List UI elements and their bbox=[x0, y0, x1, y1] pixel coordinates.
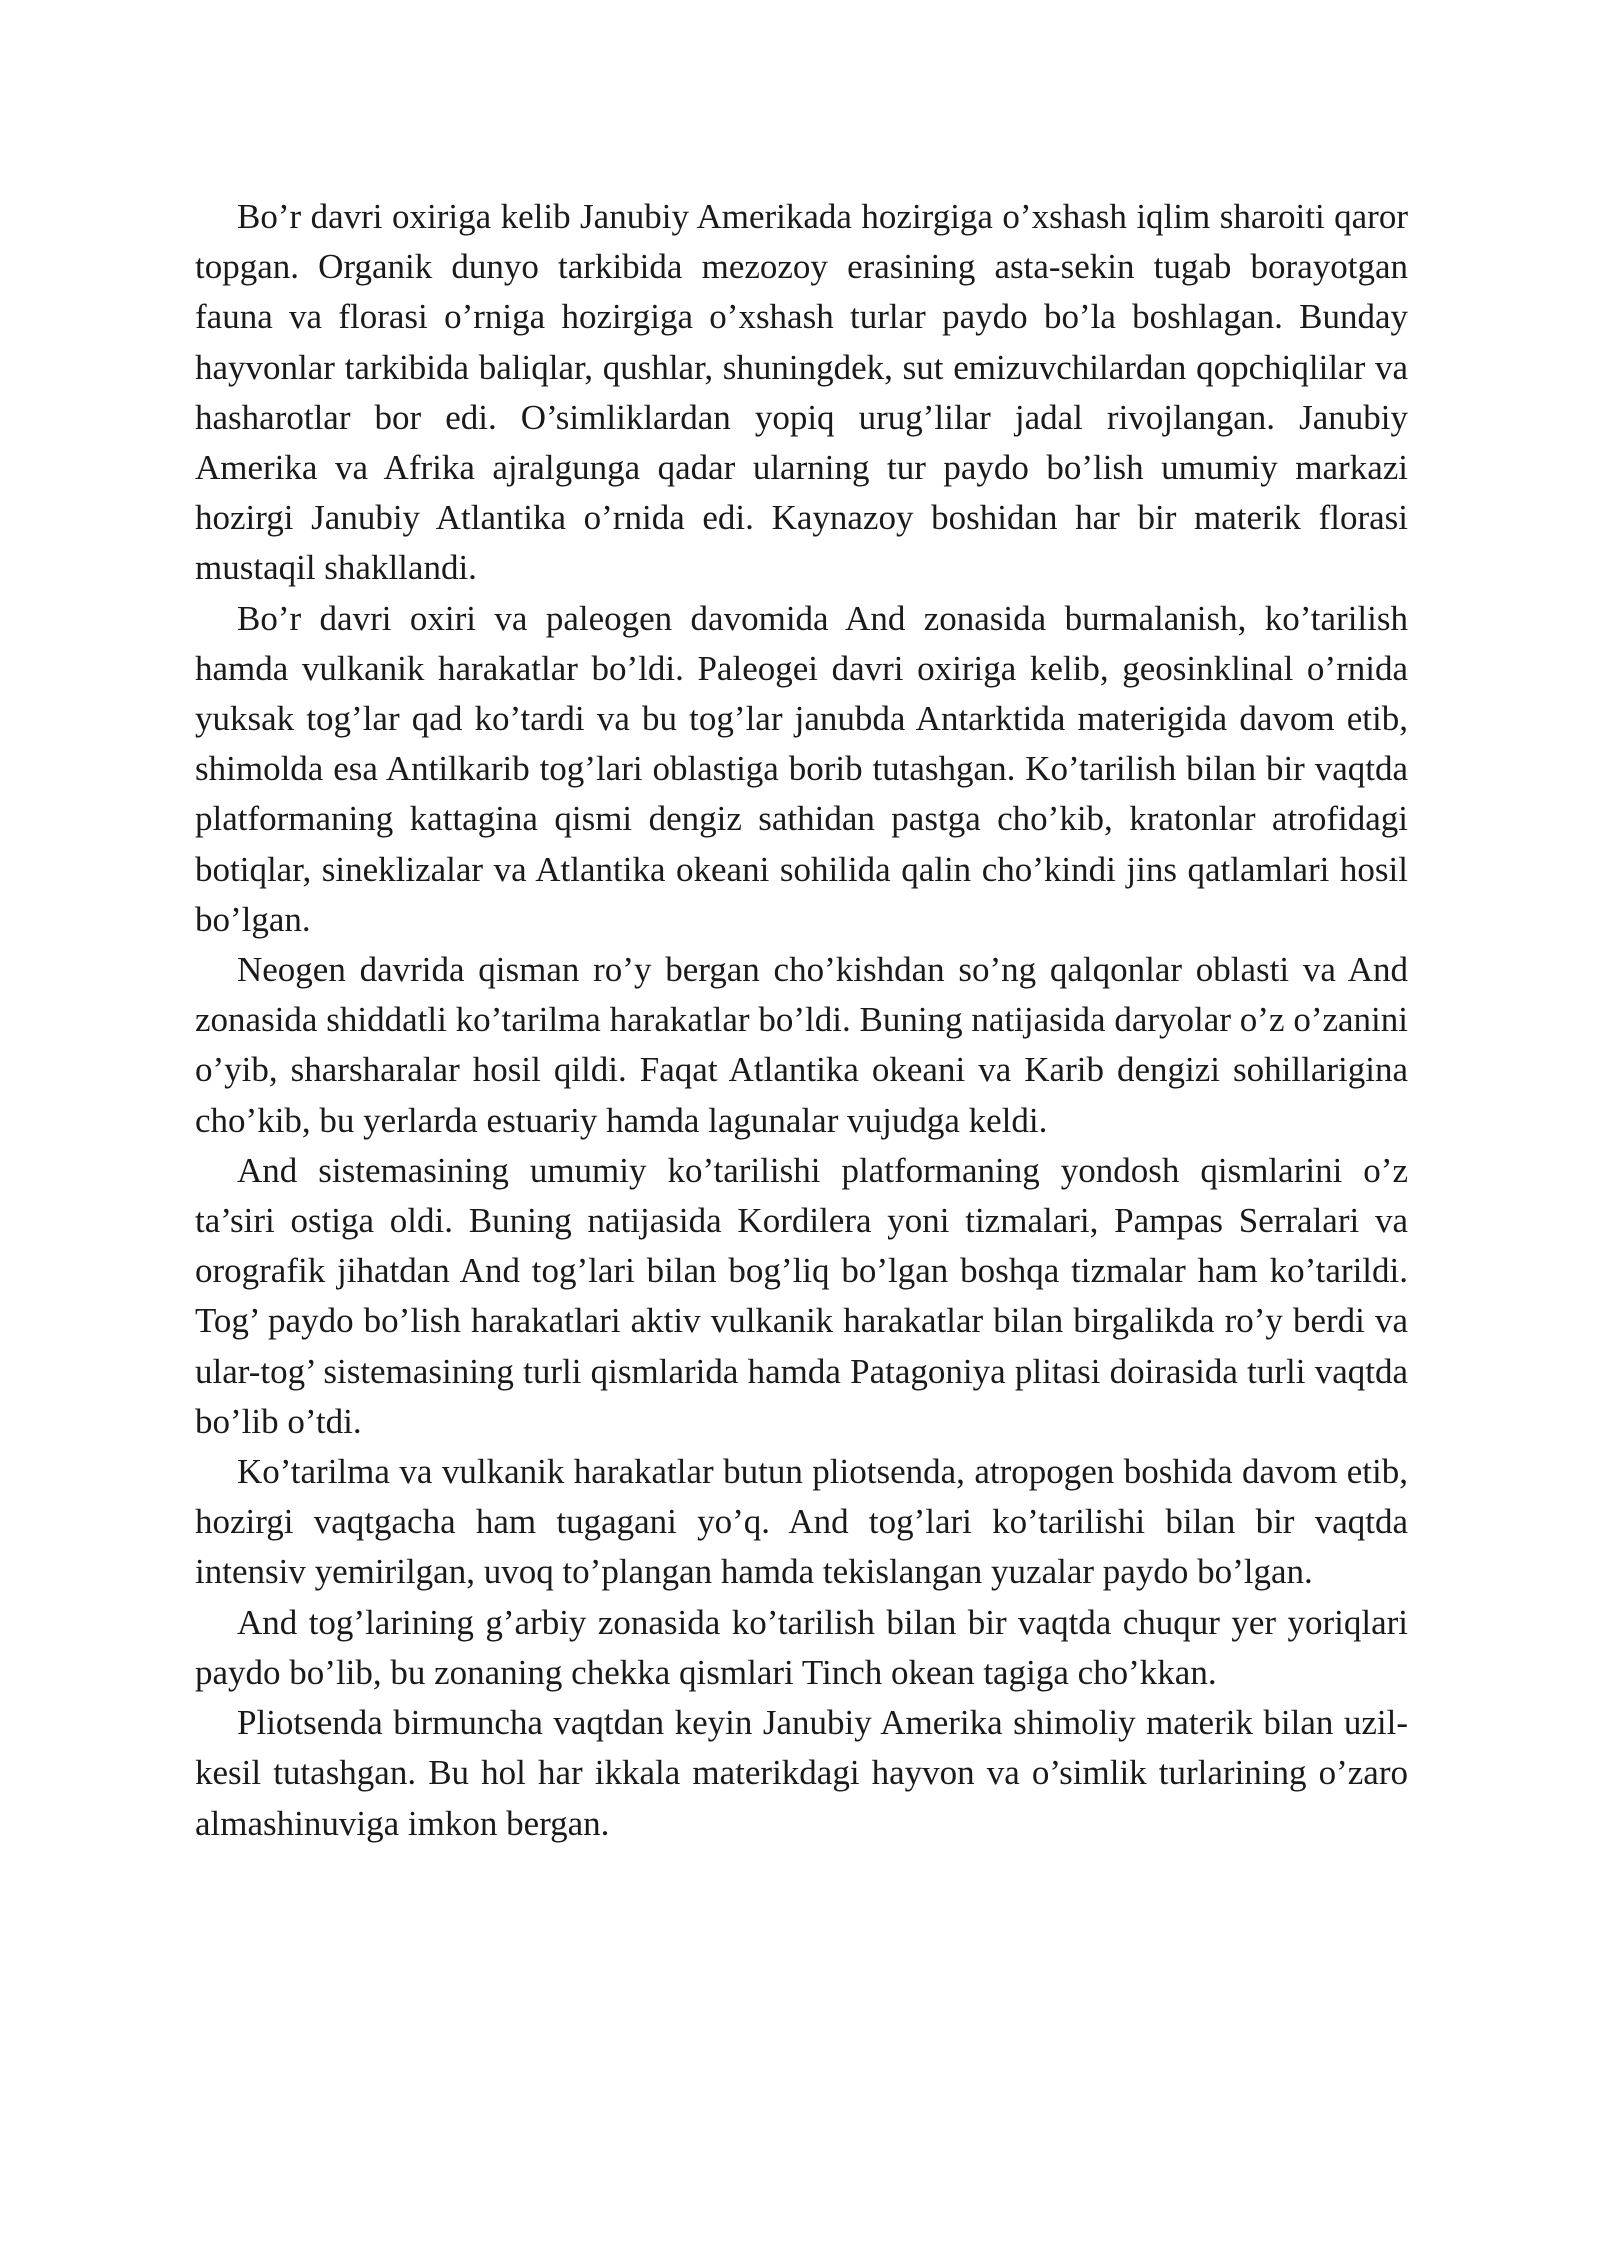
paragraph-2: Bo’r davri oxiri va paleogen davomida And zonasida burmalanish, ko’tarilish hamda vulkanik harakatlar bo’ldi. Paleogei davri oxiriga kelib, geosinklinal o’rnida yuksak tog’lar qad ko’tardi va bu tog’lar janubda Antarktida materigida davom etib, shimolda esa Antilkarib tog’lari oblastiga borib tutashgan. Ko’tarilish bilan bir vaqtda platformaning kattagina qismi dengiz sathidan pastga cho’kib, kratonlar atrofidagi botiqlar, sineklizalar va Atlantika okeani sohilida qalin cho’kindi jins qatlamlari hosil bo’lgan. bbox=[195, 598, 1408, 939]
paragraph-6: And tog’larining g’arbiy zonasida ko’tarilish bilan bir vaqtda chuqur yer yoriqlari paydo bo’lib, bu zonaning chekka qismlari Tinch okean tagiga cho’kkan. bbox=[195, 1602, 1408, 1692]
paragraph-1: Bo’r davri oxiriga kelib Janubiy Amerikada hozirgiga o’xshash iqlim sharoiti qaror topgan. Organik dunyo tarkibida mezozoy erasining asta-sekin tugab borayotgan fauna va florasi o’rniga hozirgiga o’xshash turlar paydo bo’la boshlagan. Bunday hayvonlar tarkibida baliqlar, qushlar, shuningdek, sut emizuvchilardan qopchiqlilar va hasharotlar bor edi. O’simliklardan yopiq urug’lilar jadal rivojlangan. Janubiy Amerika va Afrika ajralgunga qadar ularning tur paydo bo’lish umumiy markazi hozirgi Janubiy Atlantika o’rnida edi. Kaynazoy boshidan har bir materik florasi mustaqil shakllandi. bbox=[195, 197, 1408, 588]
paragraph-5: Ko’tarilma va vulkanik harakatlar butun pliotsenda, atropogen boshida davom etib, hozirgi vaqtgacha ham tugagani yo’q. And tog’lari ko’tarilishi bilan bir vaqtda intensiv yemirilgan, uvoq to’plangan hamda tekislangan yuzalar paydo bo’lgan. bbox=[195, 1452, 1408, 1592]
paragraph-3: Neogen davrida qisman ro’y bergan cho’kishdan so’ng qalqonlar oblasti va And zonasida shiddatli ko’tarilma harakatlar bo’ldi. Buning natijasida daryolar o’z o’zanini o’yib, sharsharalar hosil qildi. Faqat Atlantika okeani va Karib dengizi sohillarigina cho’kib, bu yerlarda estuariy hamda lagunalar vujudga keldi. bbox=[195, 950, 1408, 1140]
document-body bbox=[195, 192, 1408, 1849]
paragraph-4: And sistemasining umumiy ko’tarilishi platformaning yondosh qismlarini o’z ta’siri ostiga oldi. Buning natijasida Kordilera yoni tizmalari, Pampas Serralari va orografik jihatdan And tog’lari bilan bog’liq bo’lgan boshqa tizmalar ham ko’tarildi. Tog’ paydo bo’lish harakatlari aktiv vulkanik harakatlar bilan birgalikda ro’y berdi va ular-tog’ sistemasining turli qismlarida hamda Patagoniya plitasi doirasida turli vaqtda bo’lib o’tdi. bbox=[195, 1150, 1408, 1441]
paragraph-7: Pliotsenda birmuncha vaqtdan keyin Janubiy Amerika shimoliy materik bilan uzil-kesil tutashgan. Bu hol har ikkala materikdagi hayvon va o’simlik turlarining o’zaro almashinuviga imkon bergan. bbox=[195, 1703, 1408, 1843]
